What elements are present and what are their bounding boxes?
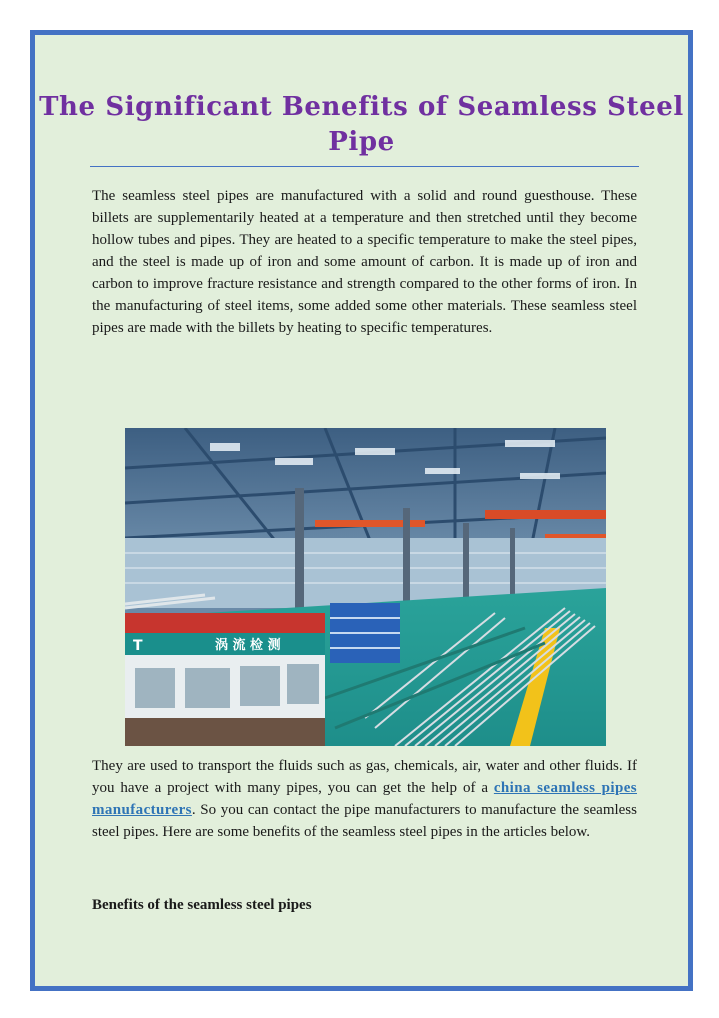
usage-paragraph	[92, 755, 637, 843]
usage-text-start: They are used to transport the fluids such as gas, chemicals, air, water and other fluids. If you have a project with many pipes, you can get the help of a	[92, 758, 637, 796]
usage-text-end: . So you can contact the pipe manufacturers to manufacture the seamless steel pipes. Here are some benefits of the seamless steel pipes in the articles below.	[92, 802, 637, 840]
document-title: The Significant Benefits of Seamless Steel Pipe	[39, 92, 684, 157]
photo-sign-letter: T	[133, 638, 143, 654]
document-page	[30, 30, 693, 991]
factory-photo	[125, 428, 606, 746]
title-divider	[90, 166, 639, 167]
factory-photo-illustration	[125, 428, 606, 746]
photo-sign-text: 涡 流 检 测	[215, 638, 281, 653]
section-subheading: Benefits of the seamless steel pipes	[92, 897, 312, 913]
intro-paragraph: The seamless steel pipes are manufactured with a solid and round guesthouse. These billets are supplementarily heated at a temperature and then stretched until they become hollow tubes and pipes. They are heated to a specific temperature to make the steel pipes, and the steel is made up of iron and some amount of carbon. It is made up of iron and carbon to improve fracture resistance and strength compared to the other forms of iron. In the manufacturing of steel items, some added some other materials. These seamless steel pipes are made with the billets by heating to specific temperatures.	[92, 188, 637, 336]
manufacturers-link[interactable]: china seamless pipes manufacturers	[92, 780, 637, 818]
